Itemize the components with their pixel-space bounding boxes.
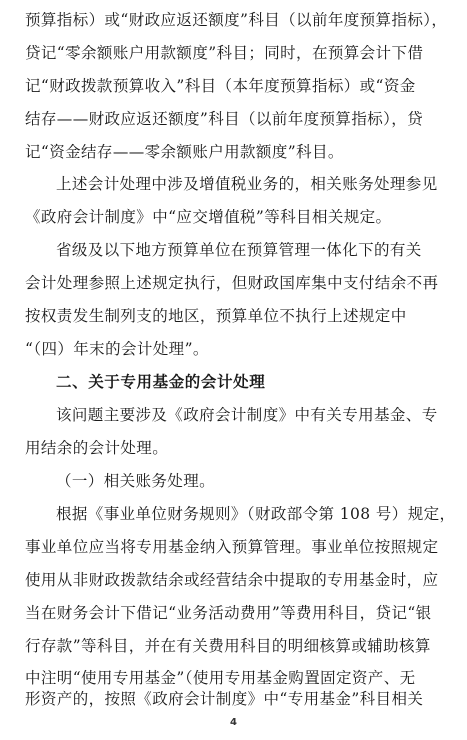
text-line-2: 贷记“零余额账户用款额度”科目；同时，在预算会计下借 bbox=[25, 44, 424, 62]
page-number: 4 bbox=[230, 717, 237, 728]
text-line-5: 记“资金结存——零余额账户用款额度”科目。 bbox=[25, 143, 344, 161]
text-line-14: 用结余的会计处理。 bbox=[25, 439, 169, 457]
section-heading: 二、关于专用基金的会计处理 bbox=[56, 373, 266, 391]
text-line-8: 省级及以下地方预算单位在预算管理一体化下的有关 bbox=[56, 241, 422, 259]
text-line-18: 使用从非财政拨款结余或经营结余中提取的专用基金时，应 bbox=[25, 571, 439, 589]
text-line-9: 会计处理参照上述规定执行，但财政国库集中支付结余不再 bbox=[25, 274, 439, 292]
text-line-22: 形资产的，按照《政府会计制度》中“专用基金”科目相关 bbox=[25, 690, 424, 708]
text-line-4: 结存——财政应返还额度”科目（以前年度预算指标），贷 bbox=[25, 110, 424, 128]
text-line-16: 根据《事业单位财务规则》（财政部令第 108 号）规定， bbox=[56, 505, 456, 523]
text-line-11: “（四）年末的会计处理”。 bbox=[25, 340, 209, 358]
text-line-21: 中注明“使用专用基金”（使用专用基金购置固定资产、无 bbox=[25, 669, 416, 687]
text-line-10: 按权责发生制列支的地区，预算单位不执行上述规定中 bbox=[25, 307, 407, 325]
subsection-heading: （一）相关账务处理。 bbox=[56, 472, 216, 490]
text-line-17: 事业单位应当将专用基金纳入预算管理。事业单位按照规定 bbox=[25, 538, 439, 556]
text-line-1: 预算指标）或“财政应返还额度”科目（以前年度预算指标）， bbox=[25, 11, 448, 29]
text-line-19: 当在财务会计下借记“业务活动费用”等费用科目，贷记“银 bbox=[25, 604, 432, 622]
text-line-7: 《政府会计制度》中“应交增值税”等科目相关规定。 bbox=[25, 208, 392, 226]
text-line-20: 行存款”等科目，并在有关费用科目的明细核算或辅助核算 bbox=[25, 637, 431, 655]
text-line-3: 记“财政拨款预算收入”科目（本年度预算指标）或“资金 bbox=[25, 77, 416, 95]
text-line-13: 该问题主要涉及《政府会计制度》中有关专用基金、专 bbox=[56, 406, 438, 424]
text-line-6: 上述会计处理中涉及增值税业务的，相关账务处理参见 bbox=[56, 175, 438, 193]
